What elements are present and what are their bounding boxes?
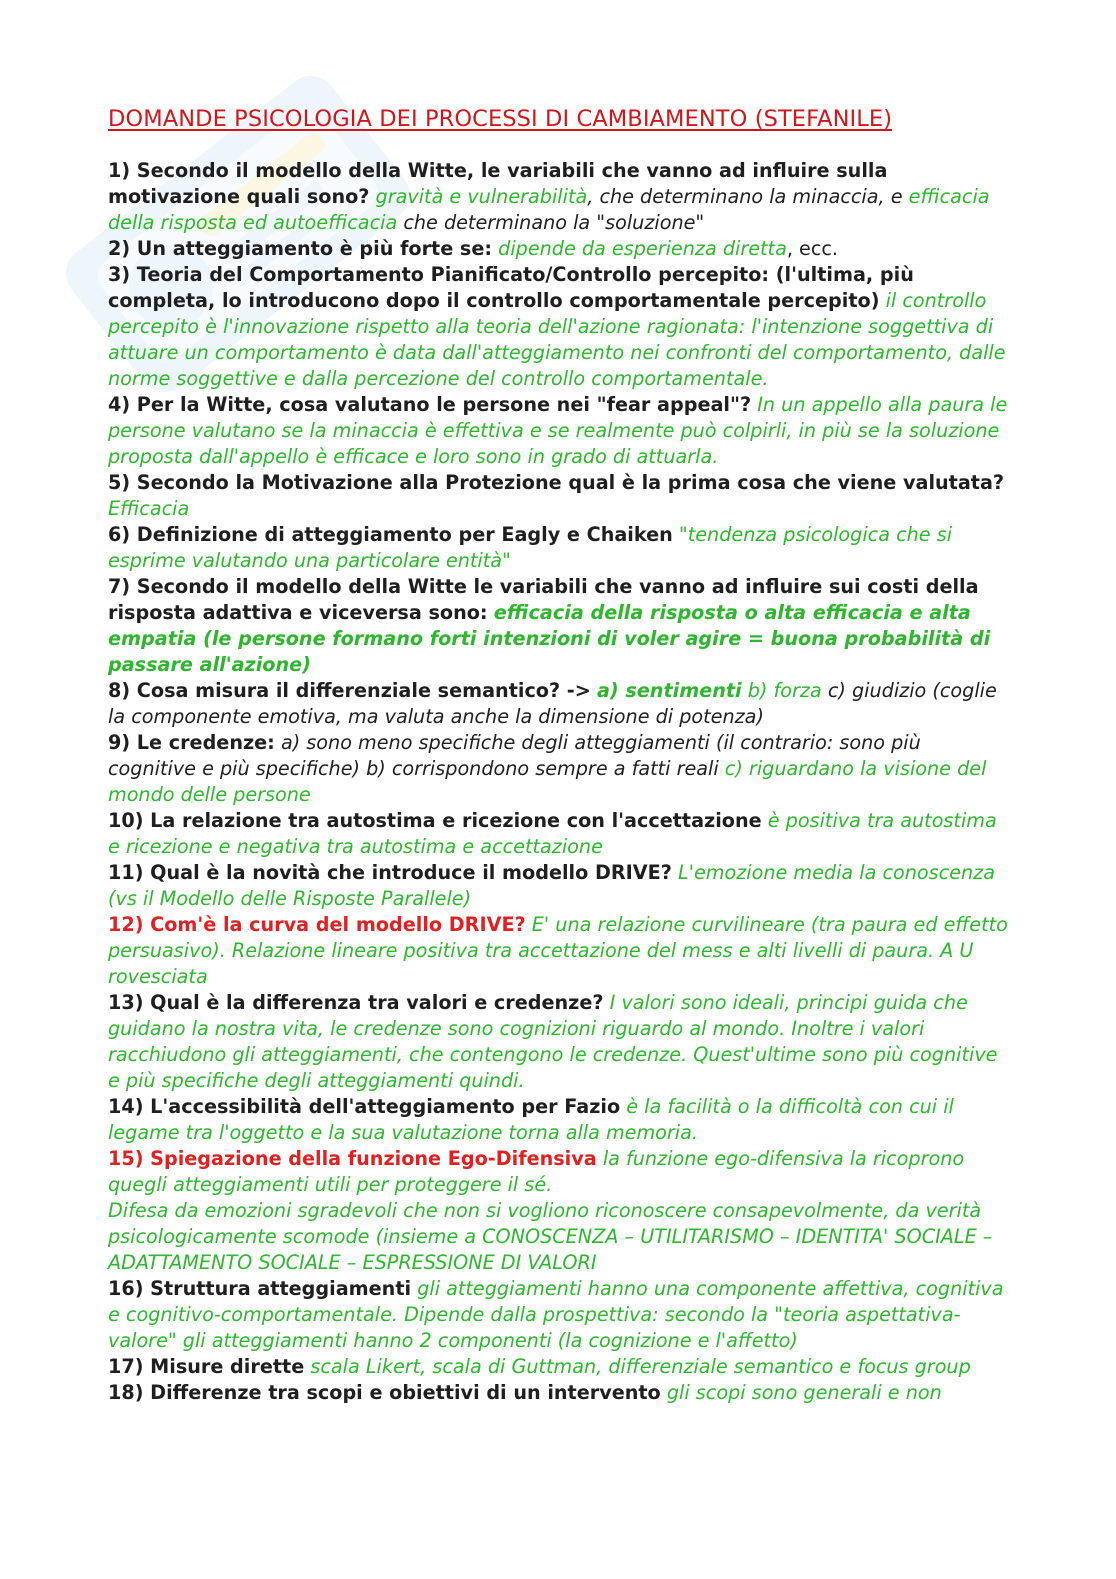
answer-text-dark: che determinano la "soluzione" — [403, 211, 705, 234]
question-text: 13) Qual è la differenza tra valori e credenze? — [108, 991, 604, 1014]
question-12 — [108, 912, 1008, 990]
answer-text: c) riguardano la visione del mondo delle persone — [108, 757, 987, 806]
answer-text: L'emozione media la conoscenza (vs il Modello delle Risposte Parallele) — [108, 861, 996, 910]
answer-text-dark: , che determinano la minaccia, e — [587, 185, 903, 208]
answer-text: scala Likert, scala di Guttman, differenziale semantico e focus group — [310, 1355, 971, 1378]
answer-text: b) forza — [747, 679, 822, 702]
answer-text-dark: a) sono meno specifiche degli atteggiamenti (il contrario: sono più cognitive e più specifiche) b) corrispondono sempre a fatti reali — [108, 731, 921, 780]
answer-text: "tendenza psicologica che si esprime valutando una particolare entità" — [108, 523, 953, 572]
answer-text: gli scopi sono generali e non — [666, 1381, 942, 1404]
question-16 — [108, 1276, 1008, 1354]
question-11 — [108, 860, 1008, 912]
question-text: 11) Qual è la novità che introduce il modello DRIVE? — [108, 861, 672, 884]
question-2 — [108, 236, 1008, 262]
answer-text: In un appello alla paura le persone valutano se la minaccia è effettiva e se realmente può colpirli, in più se la soluzione proposta dall'appello è efficace e loro sono in grado di attuarla. — [108, 393, 1008, 468]
question-text: 16) Struttura atteggiamenti — [108, 1277, 412, 1300]
question-text: 15) Spiegazione della funzione Ego-Difensiva — [108, 1147, 597, 1170]
question-text: 10) La relazione tra autostima e ricezione con l'accettazione — [108, 809, 762, 832]
answer-text: è positiva tra autostima e ricezione e negativa tra autostima e accettazione — [108, 809, 997, 858]
question-text: 18) Differenze tra scopi e obiettivi di un intervento — [108, 1381, 661, 1404]
question-text: 2) Un atteggiamento è più forte se: — [108, 237, 493, 260]
answer-text: E' una relazione curvilineare (tra paura ed effetto persuasivo). Relazione lineare positiva tra accettazione del mess e alti livelli di paura. A U rovesciata — [108, 913, 1008, 988]
question-15 — [108, 1146, 1008, 1198]
question-1 — [108, 158, 1008, 236]
answer-text: I valori sono ideali, principi guida che guidano la nostra vita, le credenze sono cognizioni riguardo al mondo. Inoltre i valori racchiudono gli atteggiamenti, che contengono le credenze. Quest'ultime sono più cognitive e più specifiche degli atteggiamenti quindi. — [108, 991, 998, 1092]
question-13 — [108, 990, 1008, 1094]
question-text: 6) Definizione di atteggiamento per Eagly e Chaiken — [108, 523, 673, 546]
question-text: 4) Per la Witte, cosa valutano le persone nei "fear appeal"? — [108, 393, 752, 416]
question-6 — [108, 522, 1008, 574]
answer-text: efficacia della risposta o alta efficacia e alta empatia (le persone formano forti intenzioni di voler agire = buona probabilità di passare all'azione) — [108, 601, 991, 676]
question-text: 3) Teoria del Comportamento Pianificato/Controllo percepito: (l'ultima, più completa, lo introducono dopo il controllo comportamentale percepito) — [108, 263, 914, 312]
answer-text: gli atteggiamenti hanno una componente affettiva, cognitiva e cognitivo-comportamentale. Dipende dalla prospettiva: secondo la "teoria aspettativa-valore" gli atteggiamenti hanno 2 componenti (la cognizione e l'affetto) — [108, 1277, 1004, 1352]
question-text: 9) Le credenze: — [108, 731, 275, 754]
answer-text-dark: c) giudizio (coglie la componente emotiva, ma valuta anche la dimensione di potenza) — [108, 679, 997, 728]
question-15-continuation — [108, 1198, 1008, 1276]
question-7 — [108, 574, 1008, 678]
question-text: 12) Com'è la curva del modello DRIVE? — [108, 913, 526, 936]
question-14 — [108, 1094, 1008, 1146]
question-text: 1) Secondo il modello della Witte, le variabili che vanno ad influire sulla motivazione quali sono? — [108, 159, 888, 208]
answer-text: Difesa da emozioni sgradevoli che non si vogliono riconoscere consapevolmente, da verità psicologicamente scomode (insieme a CONOSCENZA – UTILITARISMO – IDENTITA' SOCIALE – ADATTAMENTO SOCIALE – ESPRESSIONE DI VALORI — [108, 1199, 993, 1274]
question-4 — [108, 392, 1008, 470]
answer-text: è la facilità o la difficoltà con cui il legame tra l'oggetto e la sua valutazione torna alla memoria. — [108, 1095, 954, 1144]
document-page — [108, 104, 1008, 1406]
document-title: DOMANDE PSICOLOGIA DEI PROCESSI DI CAMBIAMENTO (STEFANILE) — [108, 106, 893, 132]
question-text: 14) L'accessibilità dell'atteggiamento per Fazio — [108, 1095, 621, 1118]
question-text: 8) Cosa misura il differenziale semantico? -> — [108, 679, 591, 702]
answer-text: Efficacia — [108, 497, 190, 520]
answer-tail: , ecc. — [786, 237, 839, 260]
answer-text: a) sentimenti — [596, 679, 742, 702]
question-18 — [108, 1380, 1008, 1406]
question-17 — [108, 1354, 1008, 1380]
question-9 — [108, 730, 1008, 808]
question-text: 5) Secondo la Motivazione alla Protezione qual è la prima cosa che viene valutata? — [108, 471, 1005, 494]
answer-text: il controllo percepito è l'innovazione rispetto alla teoria dell'azione ragionata: l'intenzione soggettiva di attuare un comportamento è data dall'atteggiamento nei confronti del comportamento, dalle norme soggettive e dalla percezione del controllo comportamentale. — [108, 289, 1006, 390]
question-text: 17) Misure dirette — [108, 1355, 305, 1378]
answer-text: dipende da esperienza diretta — [498, 237, 787, 260]
question-10 — [108, 808, 1008, 860]
answer-text: efficacia della risposta ed autoefficacia — [108, 185, 990, 234]
question-5 — [108, 470, 1008, 522]
answer-text: gravità e vulnerabilità — [375, 185, 588, 208]
question-3 — [108, 262, 1008, 392]
question-8 — [108, 678, 1008, 730]
answer-text: la funzione ego-difensiva la ricoprono quegli atteggiamenti utili per proteggere il sé. — [108, 1147, 965, 1196]
question-text: 7) Secondo il modello della Witte le variabili che vanno ad influire sui costi della risposta adattiva e viceversa sono: — [108, 575, 979, 624]
